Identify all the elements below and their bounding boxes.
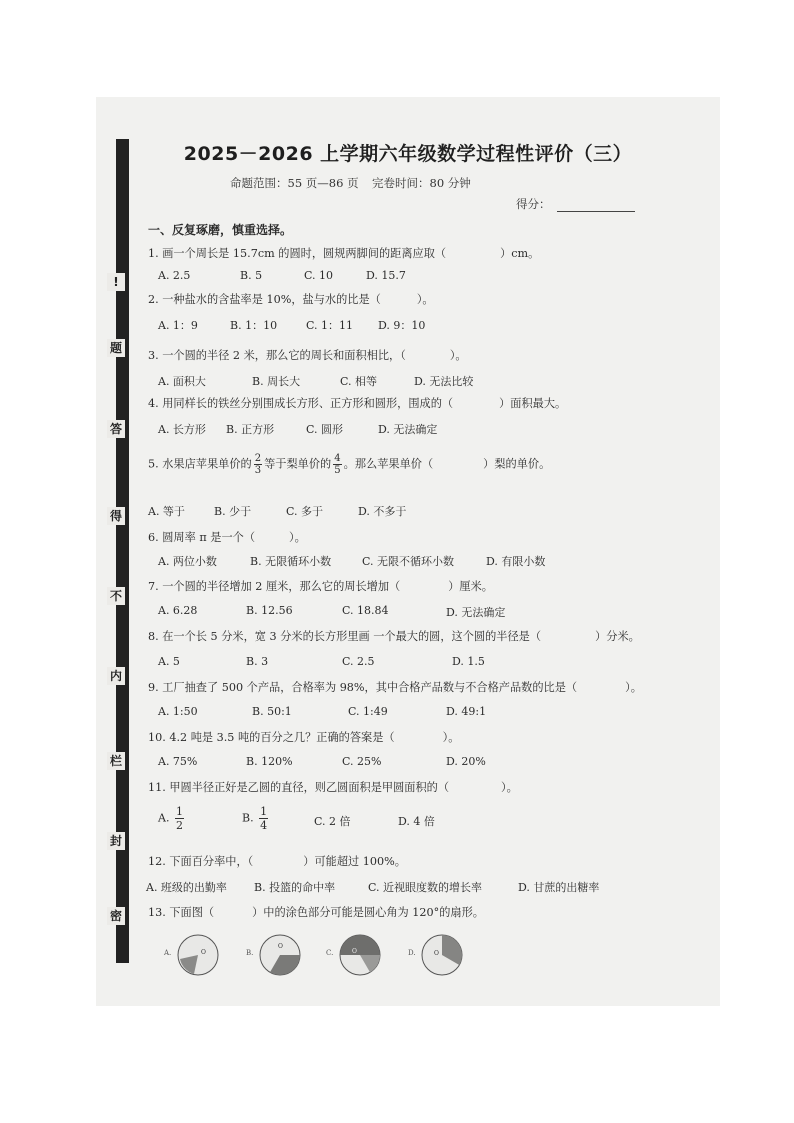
option[interactable]: B. 3	[246, 655, 269, 668]
exam-range: 命题范围：55 页—86 页	[230, 176, 359, 190]
binding-char: 答	[107, 420, 125, 438]
binding-char: !	[107, 273, 125, 291]
question-4: 4. 用同样长的铁丝分别围成长方形、正方形和圆形，围成的（ ）面积最大。	[148, 397, 567, 410]
option[interactable]: B. $\frac{1}{4}$	[242, 805, 268, 832]
option[interactable]: C. 无限不循环小数	[362, 555, 455, 568]
option[interactable]: B. 无限循环小数	[250, 555, 332, 568]
question-5: 5. 水果店苹果单价的 $\frac{2}{3}$ 等于梨单价的 $\frac{4}{5}$ 。那么苹果单价（ ）梨的单价。	[148, 453, 551, 476]
option[interactable]: A. $\frac{1}{2}$	[158, 805, 183, 832]
binding-char: 内	[107, 667, 125, 685]
option[interactable]: D. 无法确定	[446, 606, 506, 619]
option[interactable]: D. 1.5	[452, 655, 485, 668]
option[interactable]: B. 少于	[214, 505, 252, 518]
option[interactable]: D. 20%	[446, 755, 486, 768]
option[interactable]: D. 甘蔗的出糖率	[518, 881, 600, 894]
option[interactable]: D. 不多于	[358, 505, 407, 518]
option[interactable]: C. 近视眼度数的增长率	[368, 881, 483, 894]
option-label: A.	[164, 949, 172, 957]
section-heading: 一、反复琢磨，慎重选择。	[148, 223, 293, 237]
binding-char: 密	[107, 907, 125, 925]
option[interactable]: C. 10	[304, 269, 334, 282]
option[interactable]: D. 无法比较	[414, 375, 474, 388]
question-6: 6. 圆周率 π 是一个（ ）。	[148, 531, 306, 544]
question-11: 11. 甲圆半径正好是乙圆的直径，则乙圆面积是甲圆面积的（ ）。	[148, 781, 518, 794]
circle-center-label: O	[434, 950, 439, 957]
fraction: $\frac{2}{3}$	[254, 453, 262, 476]
option[interactable]: D. 9：10	[378, 319, 426, 332]
circle-center-label: O	[278, 943, 283, 950]
option[interactable]: B. 周长大	[252, 375, 301, 388]
question-10: 10. 4.2 吨是 3.5 吨的百分之几？正确的答案是（ ）。	[148, 731, 460, 744]
option[interactable]: C. 2 倍	[314, 815, 351, 828]
sector-figure-b[interactable]	[258, 933, 302, 977]
question-1: 1. 画一个周长是 15.7cm 的圆时，圆规两脚间的距离应取（ ）cm。	[148, 247, 540, 260]
sector-figure-d[interactable]	[420, 933, 464, 977]
option[interactable]: C. 18.84	[342, 604, 389, 617]
score-field	[516, 196, 635, 212]
sector-figure-a[interactable]	[176, 933, 220, 977]
option[interactable]: B. 投篮的命中率	[254, 881, 336, 894]
question-12: 12. 下面百分率中，（ ）可能超过 100%。	[148, 855, 406, 868]
option[interactable]: B. 正方形	[226, 423, 275, 436]
option[interactable]: C. 相等	[340, 375, 378, 388]
option[interactable]: D. 无法确定	[378, 423, 438, 436]
option[interactable]: A. 1:50	[158, 705, 198, 718]
option[interactable]: C. 1：11	[306, 319, 354, 332]
circle-center-label: O	[352, 948, 357, 955]
question-7: 7. 一个圆的半径增加 2 厘米，那么它的周长增加（ ）厘米。	[148, 580, 493, 593]
score-blank[interactable]	[557, 199, 635, 212]
question-2: 2. 一种盐水的含盐率是 10%，盐与水的比是（ ）。	[148, 293, 434, 306]
page-title: 2025－2026 上学期六年级数学过程性评价（三）	[183, 143, 633, 165]
circle-center-label: O	[201, 949, 206, 956]
option[interactable]: D. 15.7	[366, 269, 406, 282]
option[interactable]: B. 50:1	[252, 705, 292, 718]
option[interactable]: C. 多于	[286, 505, 324, 518]
option[interactable]: B. 120%	[246, 755, 293, 768]
sector-figure-c[interactable]	[338, 933, 382, 977]
exam-time: 完卷时间：80 分钟	[372, 176, 471, 190]
binding-char: 栏	[107, 752, 125, 770]
fraction: $\frac{1}{4}$	[260, 805, 268, 832]
option[interactable]: A. 5	[158, 655, 180, 668]
option[interactable]: A. 75%	[158, 755, 198, 768]
option[interactable]: A. 6.28	[158, 604, 198, 617]
score-label: 得分：	[516, 197, 551, 211]
fraction: $\frac{1}{2}$	[175, 805, 183, 832]
option[interactable]: B. 1：10	[230, 319, 278, 332]
option[interactable]: A. 长方形	[158, 423, 206, 436]
binding-char: 得	[107, 507, 125, 525]
option[interactable]: A. 2.5	[158, 269, 191, 282]
option-label: C.	[326, 949, 334, 957]
option[interactable]: A. 面积大	[158, 375, 206, 388]
option[interactable]: D. 有限小数	[486, 555, 546, 568]
exam-sheet	[96, 97, 720, 1006]
question-9: 9. 工厂抽查了 500 个产品，合格率为 98%，其中合格产品数与不合格产品数的比是（ ）。	[148, 681, 642, 694]
option[interactable]: A. 班级的出勤率	[146, 881, 227, 894]
binding-char: 封	[107, 832, 125, 850]
option[interactable]: A. 1：9	[158, 319, 198, 332]
binding-char: 题	[107, 339, 125, 357]
fraction: $\frac{4}{5}$	[334, 453, 341, 476]
question-8: 8. 在一个长 5 分米，宽 3 分米的长方形里画 一个最大的圆，这个圆的半径是（ ）分米。	[148, 630, 640, 643]
option[interactable]: B. 5	[240, 269, 263, 282]
option[interactable]: C. 25%	[342, 755, 382, 768]
option[interactable]: A. 等于	[148, 505, 185, 518]
option[interactable]: D. 49:1	[446, 705, 487, 718]
option-label: D.	[408, 949, 416, 957]
question-13: 13. 下面图（ ）中的涂色部分可能是圆心角为 120°的扇形。	[148, 906, 484, 919]
option[interactable]: A. 两位小数	[158, 555, 217, 568]
option[interactable]: B. 12.56	[246, 604, 293, 617]
question-3: 3. 一个圆的半径 2 米，那么它的周长和面积相比，（ ）。	[148, 349, 467, 362]
option[interactable]: C. 圆形	[306, 423, 344, 436]
option[interactable]: C. 1:49	[348, 705, 388, 718]
binding-char: 不	[107, 587, 125, 605]
option-label: B.	[246, 949, 254, 957]
option[interactable]: C. 2.5	[342, 655, 375, 668]
option[interactable]: D. 4 倍	[398, 815, 435, 828]
